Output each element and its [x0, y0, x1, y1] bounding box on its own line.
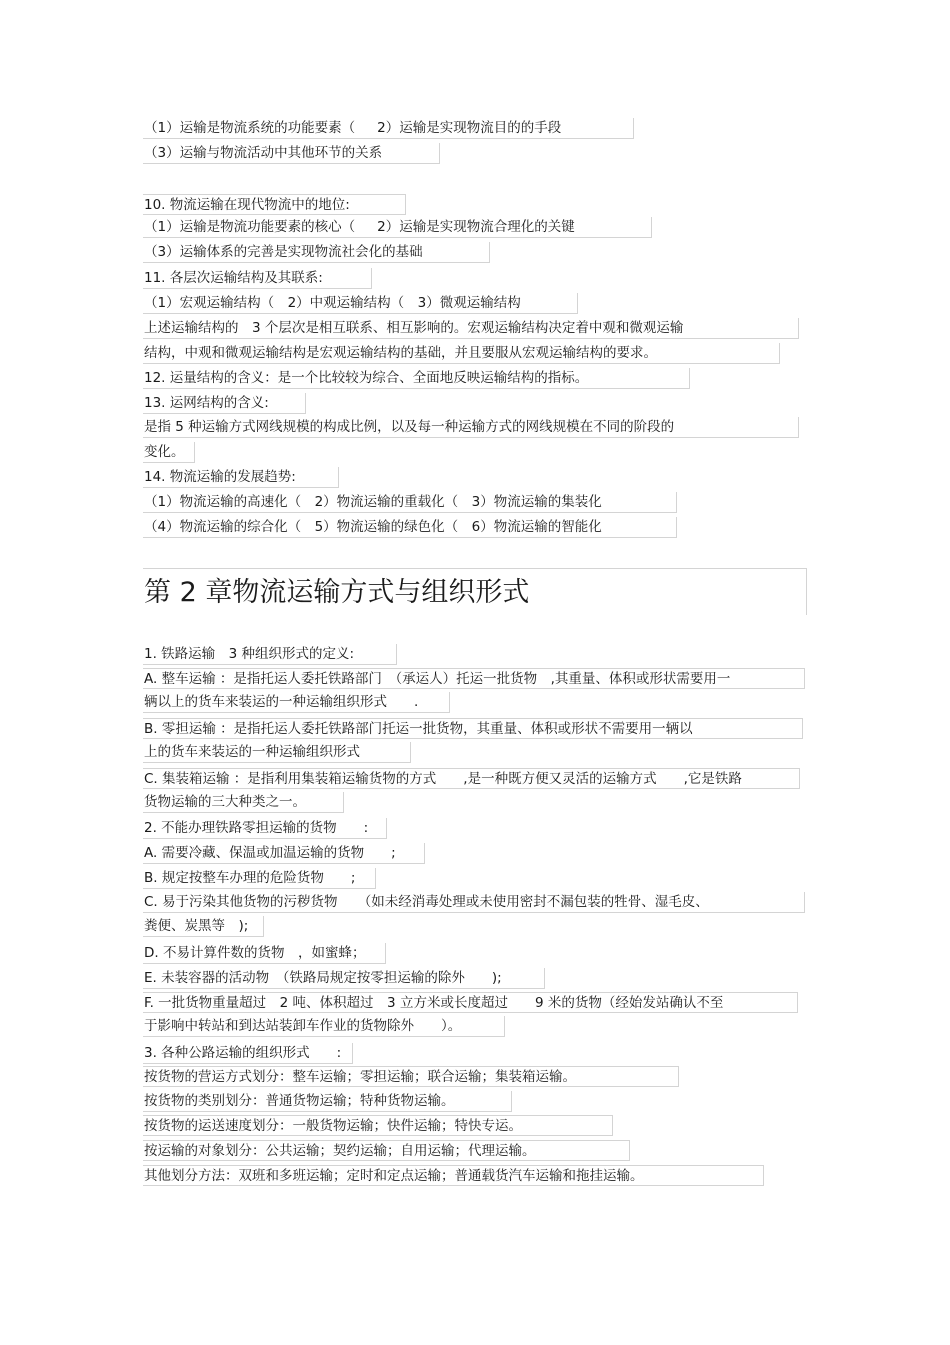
text-line: C. 易于污染其他货物的污秽货物 （如未经消毒处理或未使用密封不漏包装的牲骨、湿毛皮、	[143, 892, 805, 913]
text-line: E. 未装容器的活动物 （铁路局规定按零担运输的除外 );	[143, 968, 545, 989]
text-line: （4）物流运输的综合化（ 5）物流运输的绿色化（ 6）物流运输的智能化	[143, 517, 677, 538]
text-line: （1）宏观运输结构（ 2）中观运输结构（ 3）微观运输结构	[143, 293, 578, 314]
text-line: 按货物的运送速度划分：一般货物运输；快件运输；特快专运。	[143, 1115, 613, 1136]
text-line: 3. 各种公路运输的组织形式 :	[143, 1043, 353, 1064]
text-line: F. 一批货物重量超过 2 吨、体积超过 3 立方米或长度超过 9 米的货物（经始发站确认不至	[143, 992, 798, 1013]
text-line: （1）物流运输的高速化（ 2）物流运输的重载化（ 3）物流运输的集装化	[143, 492, 677, 513]
text-line: 辆以上的货车来装运的一种运输组织形式 .	[143, 692, 450, 713]
text-line: 2. 不能办理铁路零担运输的货物 :	[143, 818, 387, 839]
text-line: （1）运输是物流功能要素的核心（ 2）运输是实现物流合理化的关键	[143, 217, 652, 238]
chapter-heading: 第 2 章物流运输方式与组织形式	[143, 568, 807, 615]
text-line: A. 整车运输 ：是指托运人委托铁路部门 （承运人）托运一批货物 ,其重量、体积或形状需要用一	[143, 668, 805, 689]
text-line: 13. 运网结构的含义:	[143, 393, 306, 414]
text-line: 其他划分方法：双班和多班运输；定时和定点运输；普通载货汽车运输和拖挂运输。	[143, 1165, 764, 1186]
text-line: 按货物的类别划分：普通货物运输；特种货物运输。	[143, 1091, 512, 1112]
text-line: 于影响中转站和到达站装卸车作业的货物除外 ）。	[143, 1016, 505, 1037]
text-line: D. 不易计算件数的货物 ，如蜜蜂；	[143, 943, 386, 964]
text-line: 11. 各层次运输结构及其联系:	[143, 268, 372, 289]
text-line: B. 规定按整车办理的危险货物 ;	[143, 868, 376, 889]
text-line: （1）运输是物流系统的功能要素（ 2）运输是实现物流目的的手段	[143, 118, 634, 139]
text-line: 10. 物流运输在现代物流中的地位:	[143, 194, 406, 215]
text-line: 粪便、炭黑等 );	[143, 916, 264, 937]
text-line: 变化。	[143, 442, 195, 463]
text-line: 14. 物流运输的发展趋势:	[143, 467, 339, 488]
text-line: 货物运输的三大种类之一。	[143, 792, 344, 813]
text-line: B. 零担运输 ：是指托运人委托铁路部门托运一批货物，其重量、体积或形状不需要用一辆以	[143, 718, 803, 739]
text-line: 上的货车来装运的一种运输组织形式	[143, 742, 411, 763]
text-line: 上述运输结构的 3 个层次是相互联系、相互影响的。宏观运输结构决定着中观和微观运输	[143, 318, 799, 339]
text-line: A. 需要冷藏、保温或加温运输的货物 ;	[143, 843, 425, 864]
text-line: 1. 铁路运输 3 种组织形式的定义:	[143, 644, 397, 665]
text-line: 是指 5 种运输方式网线规模的构成比例，以及每一种运输方式的网线规模在不同的阶段的	[143, 417, 799, 438]
text-line: C. 集装箱运输 ：是指利用集装箱运输货物的方式 ,是一种既方便又灵活的运输方式 ,它是铁路	[143, 768, 800, 789]
text-line: 按货物的营运方式划分：整车运输；零担运输；联合运输；集装箱运输。	[143, 1066, 679, 1087]
text-line: 按运输的对象划分：公共运输；契约运输；自用运输；代理运输。	[143, 1140, 630, 1161]
text-line: （3）运输体系的完善是实现物流社会化的基础	[143, 242, 490, 263]
text-line: （3）运输与物流活动中其他环节的关系	[143, 143, 440, 164]
text-line: 结构，中观和微观运输结构是宏观运输结构的基础，并且要服从宏观运输结构的要求。	[143, 343, 780, 364]
text-line: 12. 运量结构的含义：是一个比较较为综合、全面地反映运输结构的指标。	[143, 368, 690, 389]
